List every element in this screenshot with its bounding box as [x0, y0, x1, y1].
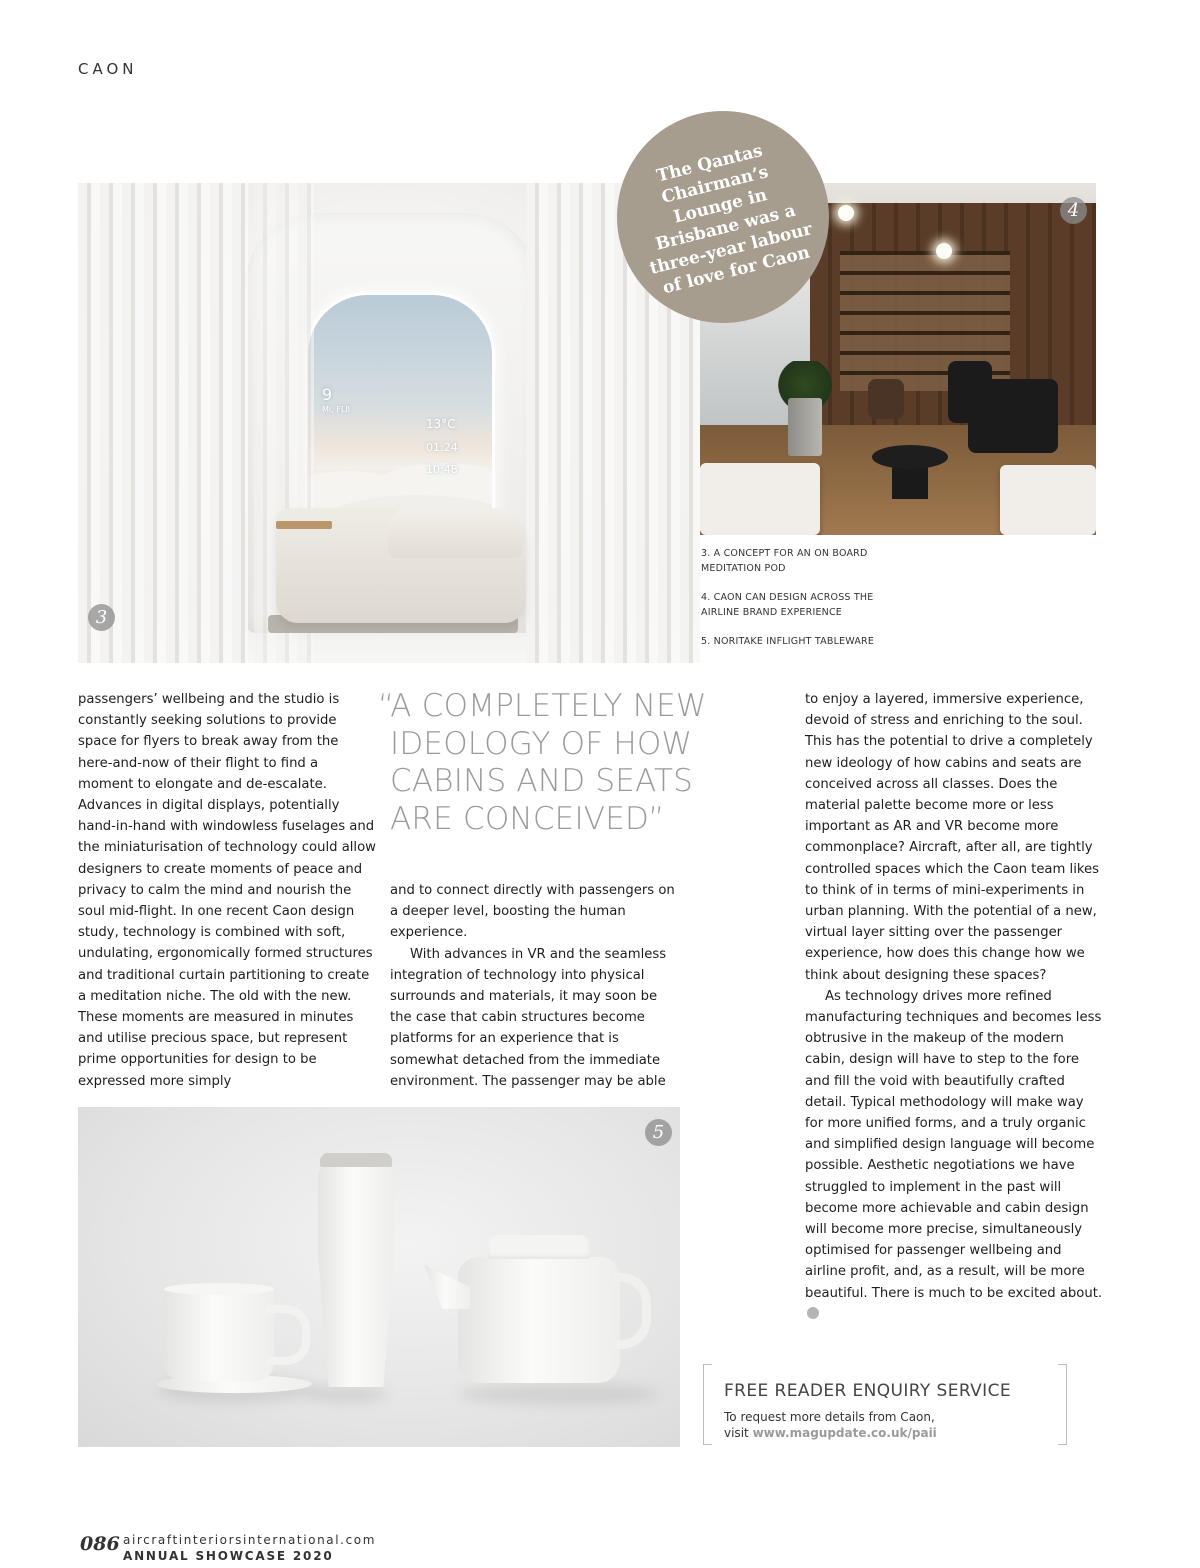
cup-rim [164, 1283, 274, 1295]
pendant-light [838, 205, 854, 221]
callout-circle [617, 111, 829, 323]
running-header-brand: CAON [78, 60, 138, 78]
white-armchair [1000, 465, 1096, 535]
display-date: Mi, FLII [322, 405, 350, 414]
footer-issue: ANNUAL SHOWCASE 2020 [123, 1549, 334, 1563]
white-armchair [700, 463, 820, 535]
coffee-table [872, 445, 948, 469]
armchair [968, 379, 1058, 453]
teapot-handle [614, 1273, 651, 1349]
enquiry-url-link[interactable]: www.magupdate.co.uk/paii [752, 1426, 937, 1440]
body-paragraph: With advances in VR and the seamless integration of technology into physical surrounds and materials, it may soon be the case that cabin structures become platforms for an experience that is somewhat detached from the immediate environment. The passenger may be able [390, 946, 667, 1089]
body-paragraph-final [805, 986, 1103, 1325]
enquiry-text-line2 [724, 1426, 937, 1440]
pendant-light [936, 243, 952, 259]
photo-number-badge: 3 [88, 604, 115, 631]
photo-number-badge: 4 [1060, 197, 1087, 224]
photo-number-badge: 5 [645, 1119, 672, 1146]
curtain-left [78, 183, 248, 663]
body-paragraph: to enjoy a layered, immersive experience, devoid of stress and enriching to the soul. This has the potential to drive a completely new ideology of how cabins and seats are conceived across all classes. Does the material palette become more or less important as AR and VR become more commonplace? Aircraft, after all, are tightly controlled spaces which the Caon team likes to think of in terms of mini-experiments in urban planning. With the potential of a new, virtual layer sitting over the passenger experience, how does this change how we think about designing these spaces? [805, 692, 1100, 983]
body-paragraph-text: As technology drives more refined manufacturing techniques and becomes less obtrusive in the makeup of the modern cabin, design will have to step to the fore and fill the void with beautifully crafted detail. Typical methodology will make way for more unified forms, and a truly organic and simplified design language will become possible. Aesthetic negotiations we have struggled to implement in the past will become more achievable and cabin design will become more precise, simultaneously optimised for passenger wellbeing and airline profit, and, as a result, will be more beautiful. There is much to be excited about. [805, 988, 1103, 1301]
bracket-left [703, 1364, 712, 1445]
display-time-secondary: 10:48 [426, 463, 458, 476]
pull-quote-line: IDEOLOGY OF HOW [390, 725, 693, 762]
pull-quote-line: ARE CONCEIVED” [390, 800, 665, 837]
pull-quote [378, 688, 776, 838]
pull-quote-line: “A COMPLETELY NEW [378, 688, 707, 724]
photo-captions [701, 546, 901, 663]
cup [164, 1287, 274, 1381]
caption-5: 5. NORITAKE INFLIGHT TABLEWARE [701, 636, 875, 647]
body-column-1 [78, 689, 376, 1092]
carafe-lid [320, 1153, 392, 1167]
body-column-3 [805, 689, 1103, 1325]
enquiry-text: To request more details from Caon, [724, 1410, 935, 1424]
carafe [318, 1165, 394, 1387]
pod-seat-back [388, 508, 523, 558]
reader-enquiry-box [703, 1364, 1067, 1445]
footer-website: aircraftinteriorsinternational.com [123, 1533, 377, 1547]
caption-3: 3. A CONCEPT FOR AN ON BOARD MEDITATION POD [701, 548, 868, 574]
meditation-pod-photo [78, 183, 700, 663]
enquiry-title: FREE READER ENQUIRY SERVICE [724, 1381, 1011, 1401]
carafe-shadow [308, 1385, 388, 1403]
teapot-body [458, 1257, 620, 1383]
caption-4: 4. CAON CAN DESIGN ACROSS THE AIRLINE BRAND EXPERIENCE [701, 592, 874, 618]
display-day: 9 [322, 385, 333, 404]
body-column-2 [390, 880, 682, 1092]
callout-text: The Qantas Chairman’s Lounge in Brisbane was a three-year labour of love for Caon [647, 140, 815, 299]
page-number: 086 [80, 1533, 120, 1555]
display-time: 01:24 [426, 441, 458, 454]
tableware-photo [78, 1107, 680, 1447]
virtual-window-display [308, 295, 492, 541]
cup-handle [266, 1305, 310, 1365]
display-temperature: 13°C [426, 417, 456, 431]
ottoman [868, 379, 904, 419]
enquiry-visit-label: visit [724, 1426, 749, 1440]
bracket-right [1058, 1364, 1067, 1445]
pod-side-table [276, 521, 332, 529]
teapot-shadow [458, 1383, 658, 1405]
teapot-lid [488, 1235, 590, 1259]
planter [788, 398, 822, 456]
body-paragraph: and to connect directly with passengers on a deeper level, boosting the human experience. [390, 883, 675, 941]
end-mark-icon [807, 1307, 819, 1319]
pull-quote-line: CABINS AND SEATS [390, 763, 694, 799]
body-paragraph: passengers’ wellbeing and the studio is constantly seeking solutions to provide space for flyers to break away from the here-and-now of their flight to find a moment to elongate and de-escalate. Advances in digital displays, potentially hand-in-hand with windowless fuselages and the miniaturisation of technology could allow designers to create moments of peace and privacy to calm the mind and nourish the soul mid-flight. In one recent Caon design study, technology is combined with soft, undulating, ergonomically formed structures and traditional curtain partitioning to create a meditation niche. The old with the new. These moments are measured in minutes and utilise precious space, but represent prime opportunities for design to be expressed more simply [78, 692, 376, 1089]
